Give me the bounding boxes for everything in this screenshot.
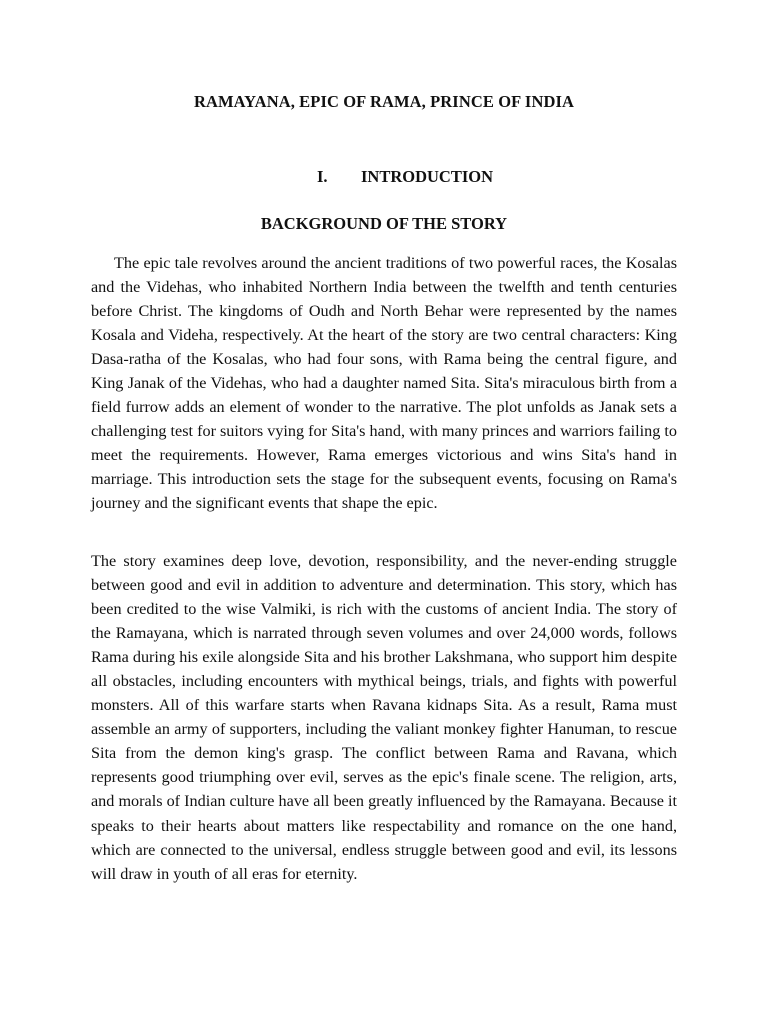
paragraph-2: The story examines deep love, devotion, responsibility, and the never-ending struggle between good and evil in addition to adventure and determination. This story, which has been credited to the wise Valmiki, is rich with the customs of ancient India. The story of the Ramayana, which is narrated through seven volumes and over 24,000 words, follows Rama during his exile alongside Sita and his brother Lakshmana, who support him despite all obstacles, including encounters with mythical beings, trials, and fights with powerful monsters. All of this warfare starts when Ravana kidnaps Sita. As a result, Rama must assemble an army of supporters, including the valiant monkey fighter Hanuman, to rescue Sita from the demon king's grasp. The conflict between Rama and Ravana, which represents good triumphing over evil, serves as the epic's finale scene. The religion, arts, and morals of Indian culture have all been greatly influenced by the Ramayana. Because it speaks to their hearts about matters like respectability and romance on the one hand, which are connected to the universal, endless struggle between good and evil, its lessons will draw in youth of all eras for eternity.: [91, 552, 677, 883]
section-heading: [0, 167, 768, 187]
sub-heading: BACKGROUND OF THE STORY: [260, 214, 508, 233]
section-heading-text: INTRODUCTION: [360, 167, 494, 186]
section-number: I.: [316, 167, 328, 186]
paragraph-1: The epic tale revolves around the ancient traditions of two powerful races, the Kosalas and the Videhas, who inhabited Northern India between the twelfth and tenth centuries before Christ. The kingdoms of Oudh and North Behar were represented by the names Kosala and Videha, respectively. At the heart of the story are two central characters: King Dasa-ratha of the Kosalas, who had four sons, with Rama being the central figure, and King Janak of the Videhas, who had a daughter named Sita. Sita's miraculous birth from a field furrow adds an element of wonder to the narrative. The plot unfolds as Janak sets a challenging test for suitors vying for Sita's hand, with many princes and warriors failing to meet the requirements. However, Rama emerges victorious and wins Sita's hand in marriage. This introduction sets the stage for the subsequent events, focusing on Rama's journey and the significant events that shape the epic.: [91, 254, 677, 513]
document-title: RAMAYANA, EPIC OF RAMA, PRINCE OF INDIA: [193, 92, 575, 111]
